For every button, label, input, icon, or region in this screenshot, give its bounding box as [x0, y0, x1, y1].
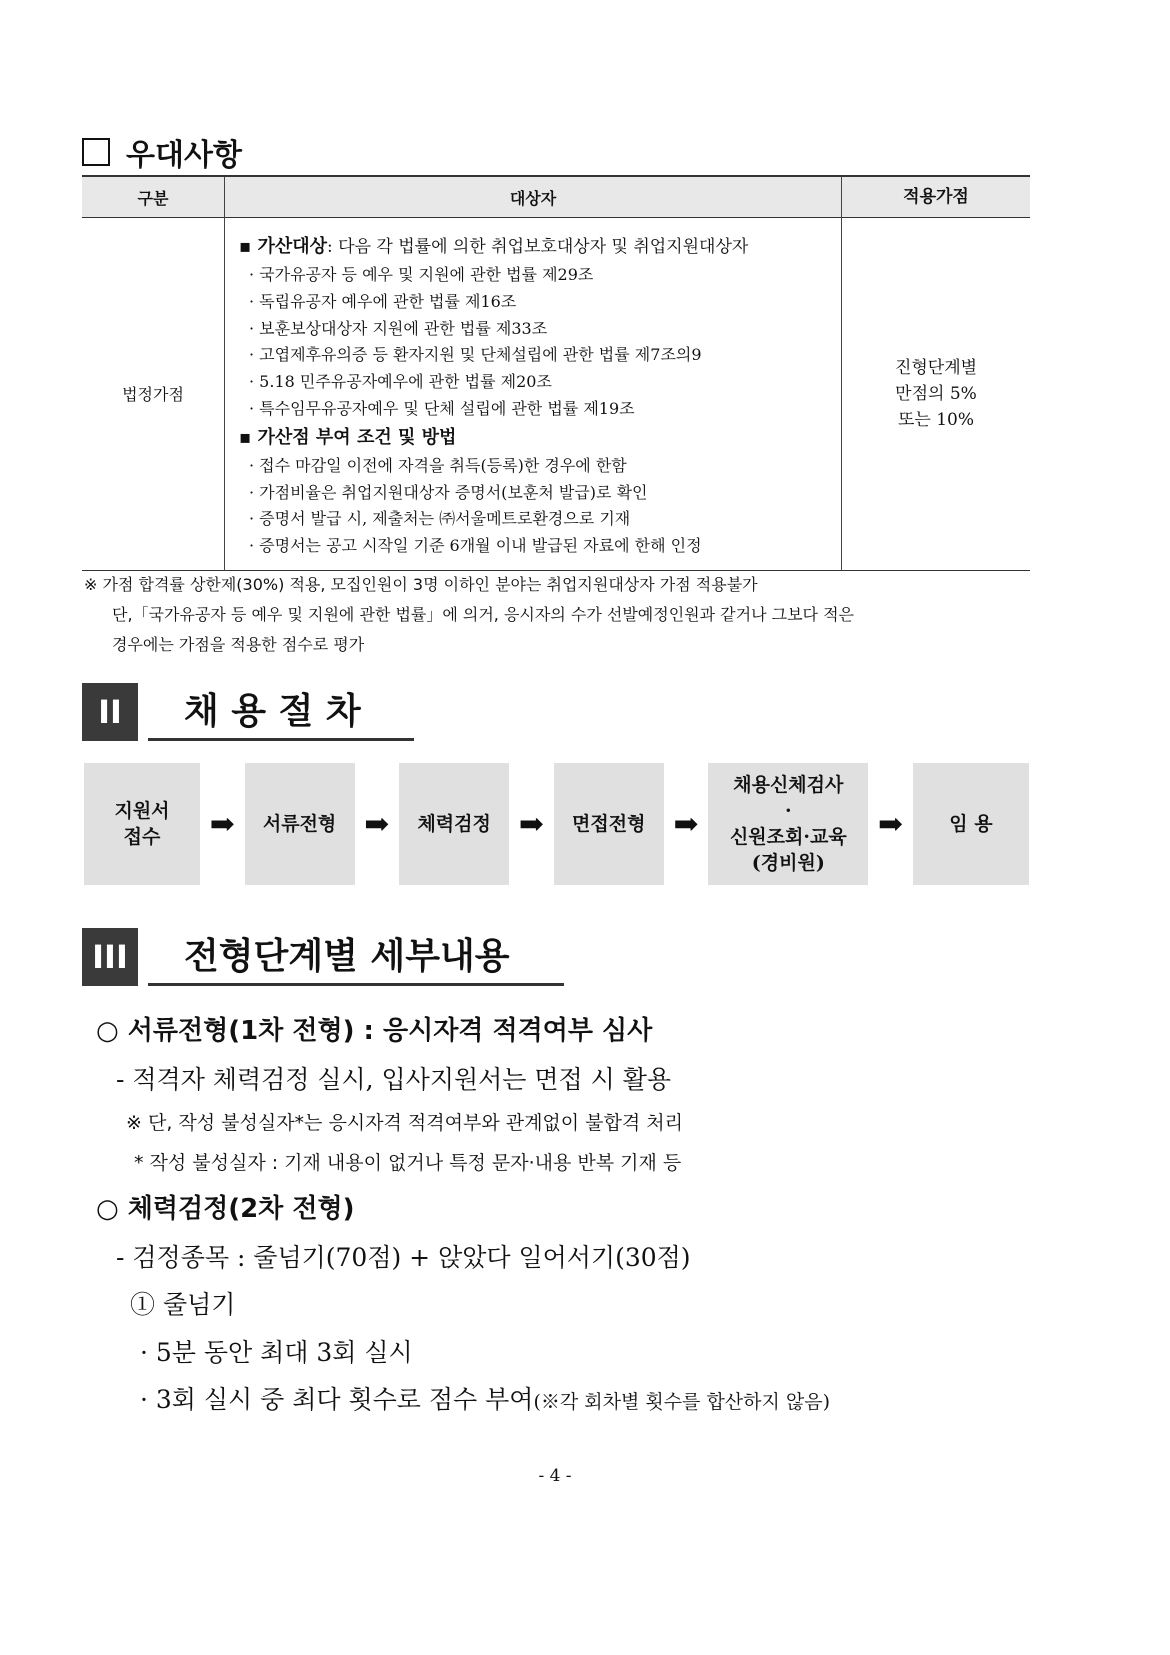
step-label-line: 체력검정	[417, 813, 491, 835]
detail-line	[126, 1108, 683, 1135]
detail-text: · 5분 동안 최대 3회 실시	[140, 1338, 413, 1367]
law-item: · 특수임무유공자예우 및 단체 설립에 관한 법률 제19조	[249, 398, 635, 418]
detail-line	[134, 1148, 681, 1175]
detail-text: ※ 단, 작성 불성실자*는 응시자격 적격여부와 관계없이 불합격 처리	[126, 1112, 683, 1134]
detail-text: · 3회 실시 중 최다 횟수로 점수 부여	[140, 1385, 534, 1414]
detail-text: * 작성 불성실자 : 기재 내용이 없거나 특정 문자·내용 반복 기재 등	[134, 1152, 682, 1174]
header-category: 구분	[82, 176, 225, 218]
process-step	[554, 763, 664, 885]
law-item: · 보훈보상대상자 지원에 관한 법률 제33조	[249, 318, 548, 338]
process-step	[913, 763, 1029, 885]
process-step	[708, 763, 868, 885]
note-line: ※ 가점 합격률 상한제(30%) 적용, 모집인원이 3명 이하인 분야는 취업지원대상자 가점 적용불가	[84, 575, 758, 594]
law-item: · 5.18 민주유공자예우에 관한 법률 제20조	[249, 372, 552, 392]
process-step	[245, 763, 355, 885]
detail-text: ① 줄넘기	[130, 1290, 236, 1319]
step-label-line: 면접전형	[572, 813, 646, 835]
section-title: 전형단계별 세부내용	[148, 928, 564, 986]
process-step	[399, 763, 509, 885]
step-label-line: 신원조회·교육	[729, 826, 847, 848]
process-step	[84, 763, 200, 885]
arrow-right-icon: ➡	[673, 806, 699, 842]
detail-line	[130, 1285, 235, 1321]
step-label-line: (경비원)	[751, 852, 825, 874]
step-label	[949, 811, 992, 837]
arrow-right-icon: ➡	[878, 806, 904, 842]
detail-line	[140, 1333, 413, 1369]
bullet-label: 가산대상	[257, 236, 328, 257]
bullet-text: : 다음 각 법률에 의한 취업보호대상자 및 취업지원대상자	[327, 237, 749, 257]
law-item: · 고엽제후유의증 등 환자지원 및 단체설립에 관한 법률 제7조의9	[249, 345, 702, 365]
section-number: III	[82, 928, 138, 986]
condition-item: · 가점비율은 취업지원대상자 증명서(보훈처 발급)로 확인	[249, 482, 648, 502]
detail-line	[140, 1380, 830, 1416]
step-label	[730, 772, 847, 876]
points-line: 또는 10%	[897, 409, 975, 430]
arrow-right-icon: ➡	[518, 806, 545, 842]
note-line: 단,「국가유공자 등 예우 및 지원에 관한 법률」에 의거, 응시자의 수가 선발예정인원과 같거나 그보다 적은	[112, 605, 854, 624]
bullet-heading: ▪ 가산점 부여 조건 및 방법	[239, 426, 457, 448]
points-line: 만점의 5%	[895, 383, 977, 404]
condition-item: · 접수 마감일 이전에 자격을 취득(등록)한 경우에 한함	[249, 455, 627, 475]
step-label-line: ·	[785, 800, 792, 822]
points-line: 진형단계별	[894, 357, 978, 378]
step-label	[114, 798, 169, 850]
condition-item: · 증명서 발급 시, 제출처는 ㈜서울메트로환경으로 기재	[249, 509, 631, 529]
law-item: · 독립유공자 예우에 관한 법률 제16조	[249, 291, 517, 311]
header-target: 대상자	[225, 176, 842, 218]
step-label-line: 임 용	[949, 813, 993, 835]
header-points: 적용가점	[842, 176, 1031, 218]
detail-line	[116, 1060, 671, 1096]
section-heading-3	[82, 928, 564, 986]
page-number: - 4 -	[538, 1466, 572, 1486]
preference-table	[82, 175, 1030, 571]
step-label	[572, 811, 645, 837]
preference-notes	[84, 570, 1034, 660]
section-heading-2	[82, 683, 414, 741]
note-line: 경우에는 가점을 적용한 점수로 평가	[112, 635, 365, 654]
target-cell	[225, 218, 842, 571]
condition-item: · 증명서는 공고 시작일 기준 6개월 이내 발급된 자료에 한해 인정	[249, 536, 702, 556]
category-cell: 법정가점	[82, 218, 225, 571]
step-label	[417, 811, 490, 837]
checkbox-icon	[82, 138, 110, 166]
bullet-heading: ▪ 가산대상: 다음 각 법률에 의한 취업보호대상자 및 취업지원대상자	[239, 236, 749, 257]
points-cell	[842, 218, 1031, 571]
law-item: · 국가유공자 등 예우 및 지원에 관한 법률 제29조	[249, 265, 594, 284]
detail-line	[96, 1188, 354, 1225]
heading-text: 우대사항	[126, 138, 242, 173]
detail-line	[96, 1010, 652, 1047]
detail-line	[116, 1238, 691, 1274]
detail-note: (※각 회차별 횟수를 합산하지 않음)	[533, 1391, 831, 1413]
step-label-line: 서류전형	[262, 813, 337, 835]
detail-text: - 검정종목 : 줄넘기(70점) + 앉았다 일어서기(30점)	[116, 1243, 691, 1272]
step-label-line: 채용신체검사	[733, 774, 844, 796]
arrow-right-icon: ➡	[209, 806, 235, 842]
detail-text: - 적격자 체력검정 실시, 입사지원서는 면접 시 활용	[116, 1065, 672, 1094]
step-label-line: 지원서	[114, 800, 170, 822]
step-label-line: 접수	[123, 826, 161, 848]
section-title: 채 용 절 차	[148, 683, 414, 741]
detail-text: ○ 서류전형(1차 전형) : 응시자격 적격여부 심사	[96, 1016, 653, 1046]
section-number: II	[82, 683, 138, 741]
process-flow	[84, 763, 1029, 885]
section-heading-preference	[82, 130, 242, 174]
detail-text: ○ 체력검정(2차 전형)	[96, 1194, 355, 1224]
arrow-right-icon: ➡	[364, 806, 390, 842]
step-label	[263, 811, 336, 837]
bullet-label: 가산점 부여 조건 및 방법	[257, 426, 457, 448]
